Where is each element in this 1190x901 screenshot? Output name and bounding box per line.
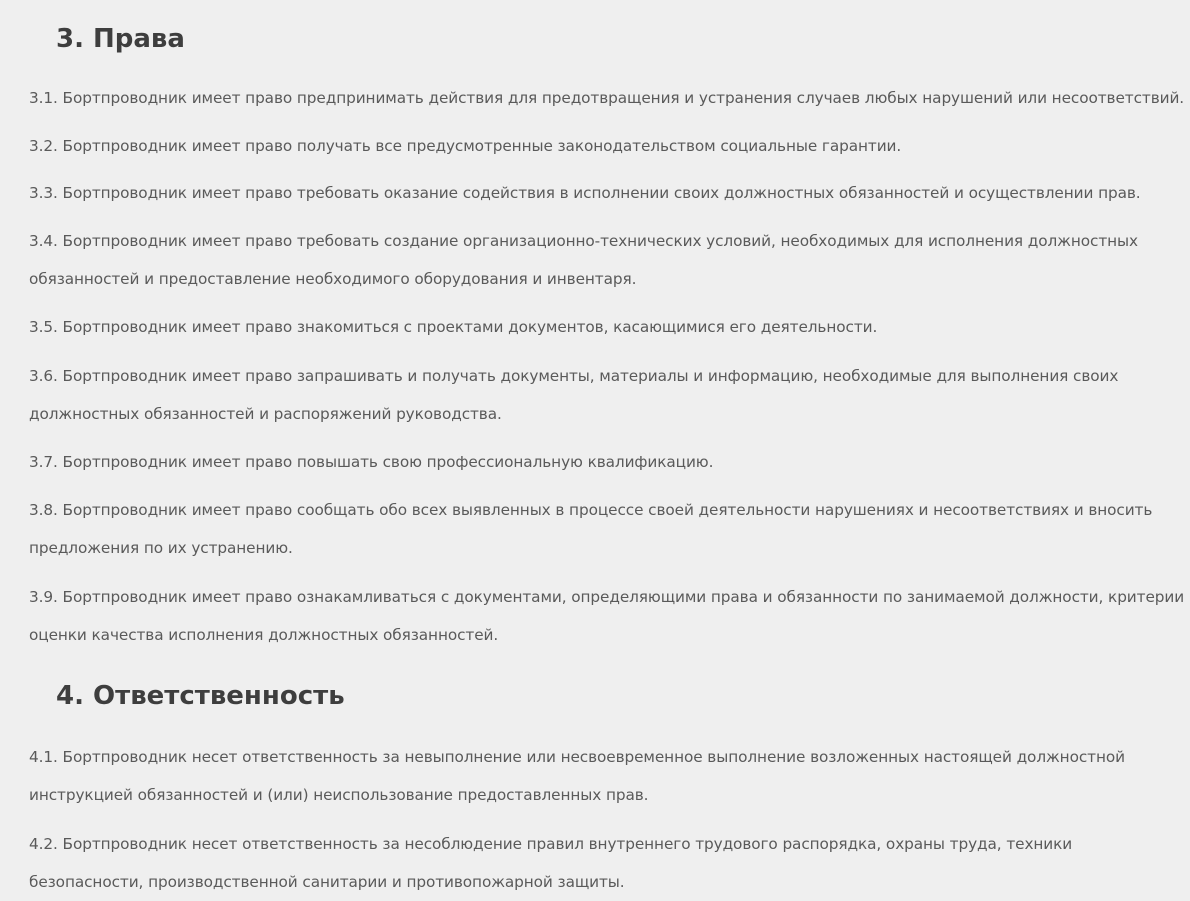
paragraph-4-2: 4.2. Бортпроводник несет ответственность за несоблюдение правил внутреннего трудового распорядка, охраны труда, техники безопасности, производственной санитарии и противопожарной защиты. [29, 835, 1073, 891]
paragraph-3-3: 3.3. Бортпроводник имеет право требовать оказание содействия в исполнении своих должностных обязанностей и осуществлении прав. [29, 184, 1141, 202]
paragraph-3-8: 3.8. Бортпроводник имеет право сообщать обо всех выявленных в процессе своей деятельности нарушениях и несоответствиях и вносить предложения по их устранению. [29, 501, 1153, 557]
paragraph-4-1: 4.1. Бортпроводник несет ответственность за невыполнение или несвоевременное выполнение возложенных настоящей должностной инструкцией обязанностей и (или) неиспользование предоставленных прав. [29, 748, 1125, 804]
paragraph-3-6: 3.6. Бортпроводник имеет право запрашивать и получать документы, материалы и информацию, необходимые для выполнения своих должностных обязанностей и распоряжений руководства. [29, 367, 1119, 423]
section-title-rights: 3. Права [56, 24, 185, 54]
paragraph-3-9: 3.9. Бортпроводник имеет право ознакамливаться с документами, определяющими права и обязанности по занимаемой должности, критерии оценки качества исполнения должностных обязанностей. [29, 588, 1185, 644]
paragraph-3-7: 3.7. Бортпроводник имеет право повышать свою профессиональную квалификацию. [29, 453, 714, 471]
paragraph-3-4: 3.4. Бортпроводник имеет право требовать создание организационно-технических условий, необходимых для исполнения должностных обязанностей и предоставление необходимого оборудования и инвентаря. [29, 232, 1138, 288]
section-title-responsibility: 4. Ответственность [56, 681, 345, 711]
paragraph-3-2: 3.2. Бортпроводник имеет право получать все предусмотренные законодательством социальные гарантии. [29, 137, 902, 155]
paragraph-3-5: 3.5. Бортпроводник имеет право знакомиться с проектами документов, касающимися его деятельности. [29, 318, 878, 336]
paragraph-3-1: 3.1. Бортпроводник имеет право предпринимать действия для предотвращения и устранения случаев любых нарушений или несоответствий. [29, 89, 1185, 107]
